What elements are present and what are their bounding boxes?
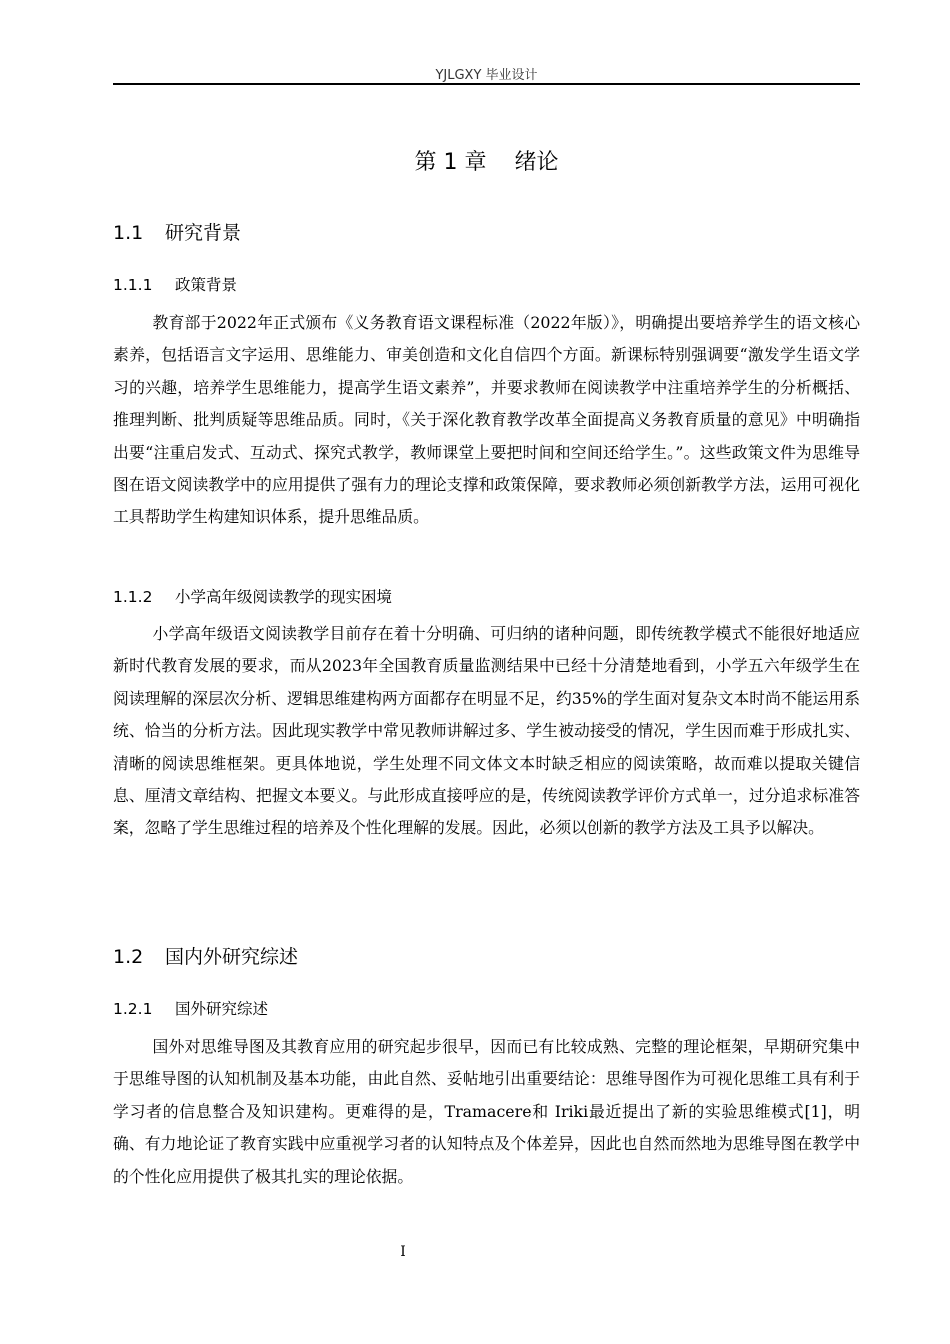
page-number: I <box>400 1244 406 1260</box>
subsection-title: 小学高年级阅读教学的现实困境 <box>175 588 393 606</box>
subsection-title: 政策背景 <box>175 276 238 294</box>
paragraph-foreign-research: 国外对思维导图及其教育应用的研究起步很早，因而已有比较成熟、完整的理论框架，早期研究集中于思维导图的认知机制及基本功能，由此自然、妥帖地引出重要结论：思维导图作为可视化思维工具有利于学习者的信息整合及知识建构。更难得的是，Tramacere和 Iriki最近提出了新的实验思维模式[1]，明确、有力地论证了教育实践中应重视学习者的认知特点及个体差异，因此也自然而然地为思维导图在教学中的个性化应用提供了极其扎实的理论依据。 <box>113 1037 860 1186</box>
chapter-title: 第 1 章 绪论 <box>414 150 559 175</box>
subsection-number: 1.1.2 <box>113 588 153 606</box>
section-number: 1.1 <box>113 222 144 244</box>
subsection-heading-1-2-1 <box>113 997 268 1021</box>
section-heading-1-1 <box>113 219 241 247</box>
subsection-title: 国外研究综述 <box>175 1000 269 1018</box>
header-rule <box>113 83 860 85</box>
subsection-number: 1.1.1 <box>113 276 153 294</box>
section-title: 研究背景 <box>165 222 242 244</box>
paragraph-reading-difficulties: 小学高年级语文阅读教学目前存在着十分明确、可归纳的诸种问题，即传统教学模式不能很好地适应新时代教育发展的要求，而从2023年全国教育质量监测结果中已经十分清楚地看到，小学五六年级学生在阅读理解的深层次分析、逻辑思维建构两方面都存在明显不足，约35%的学生面对复杂文本时尚不能运用系统、恰当的分析方法。因此现实教学中常见教师讲解过多、学生被动接受的情况，学生因而难于形成扎实、清晰的阅读思维框架。更具体地说，学生处理不同文体文本时缺乏相应的阅读策略，故而难以提取关键信息、厘清文章结构、把握文本要义。与此形成直接呼应的是，传统阅读教学评价方式单一，过分追求标准答案，忽略了学生思维过程的培养及个性化理解的发展。因此，必须以创新的教学方法及工具予以解决。 <box>113 624 860 838</box>
subsection-heading-1-1-2 <box>113 585 392 609</box>
section-number: 1.2 <box>113 946 144 968</box>
paragraph-policy-background: 教育部于2022年正式颁布《义务教育语文课程标准（2022年版）》，明确提出要培养学生的语文核心素养，包括语言文字运用、思维能力、审美创造和文化自信四个方面。新课标特别强调要“激发学生语文学习的兴趣，培养学生思维能力，提高学生语文素养”，并要求教师在阅读教学中注重培养学生的分析概括、推理判断、批判质疑等思维品质。同时，《关于深化教育教学改革全面提高义务教育质量的意见》中明确指出要“注重启发式、互动式、探究式教学，教师课堂上要把时间和空间还给学生。”。这些政策文件为思维导图在语文阅读教学中的应用提供了强有力的理论支撑和政策保障，要求教师必须创新教学方法，运用可视化工具帮助学生构建知识体系，提升思维品质。 <box>113 313 860 527</box>
subsection-heading-1-1-1 <box>113 273 237 297</box>
section-title: 国内外研究综述 <box>165 946 299 968</box>
running-header: YJLGXY 毕业设计 <box>435 68 538 83</box>
section-heading-1-2 <box>113 943 298 971</box>
subsection-number: 1.2.1 <box>113 1000 153 1018</box>
